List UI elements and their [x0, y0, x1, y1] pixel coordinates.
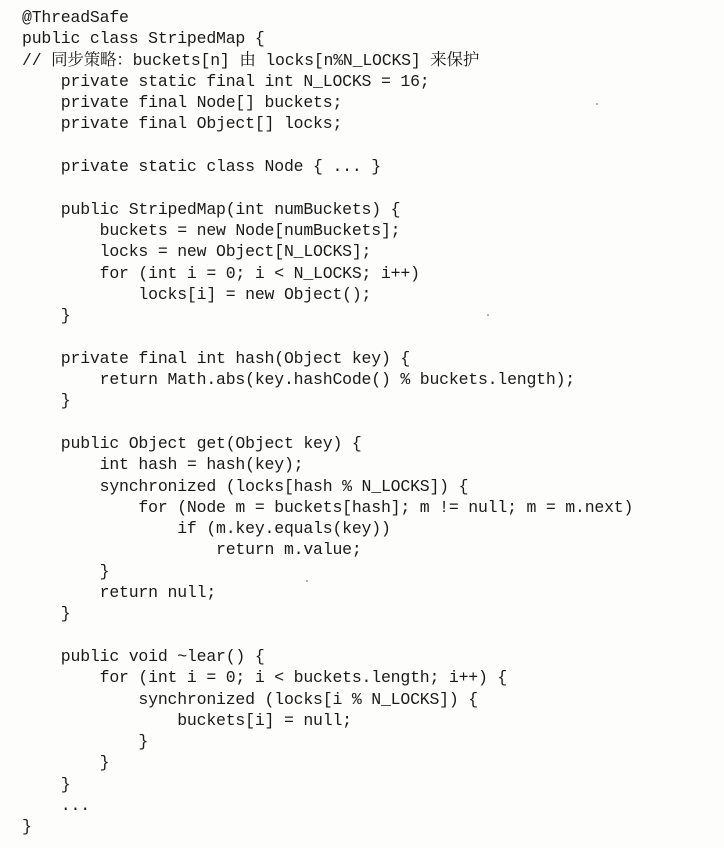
code-line: public class StripedMap { — [22, 29, 265, 49]
code-line: if (m.key.equals(key)) — [22, 519, 391, 539]
code-line: } — [22, 604, 71, 624]
code-line: private static class Node { ... } — [22, 157, 381, 177]
code-line: } — [22, 732, 149, 752]
code-line: private static final int N_LOCKS = 16; — [22, 71, 430, 91]
code-line: for (int i = 0; i < buckets.length; i++) { — [22, 668, 508, 688]
code-line: public Object get(Object key) { — [22, 433, 362, 453]
code-line: } — [22, 561, 110, 581]
code-line: private final Object[] locks; — [22, 114, 343, 134]
code-line: private final Node[] buckets; — [22, 93, 343, 113]
code-line: public StripedMap(int numBuckets) { — [22, 199, 401, 219]
code-line: } — [22, 753, 110, 773]
scan-speck — [487, 314, 489, 316]
code-line: public void ~lear() { — [22, 646, 265, 666]
code-line: synchronized (locks[hash % N_LOCKS]) { — [22, 476, 469, 496]
code-line: private final int hash(Object key) { — [22, 348, 411, 368]
code-line: buckets[i] = null; — [22, 710, 352, 730]
code-line — [22, 625, 633, 646]
code-line: } — [22, 817, 32, 837]
code-line: return null; — [22, 583, 217, 603]
code-line — [22, 326, 633, 347]
code-listing — [22, 7, 633, 838]
code-line: int hash = hash(key); — [22, 455, 304, 475]
code-line: return m.value; — [22, 540, 362, 560]
code-line: @ThreadSafe — [22, 8, 129, 27]
code-line: for (int i = 0; i < N_LOCKS; i++) — [22, 263, 420, 283]
scan-speck — [306, 580, 308, 582]
code-line: for (Node m = buckets[hash]; m != null; m = m.next) — [22, 497, 634, 517]
code-line: return Math.abs(key.hashCode() % buckets.length); — [22, 370, 575, 390]
code-line: locks[i] = new Object(); — [22, 284, 372, 304]
code-line: locks = new Object[N_LOCKS]; — [22, 242, 372, 262]
code-line: synchronized (locks[i % N_LOCKS]) { — [22, 689, 478, 709]
code-line: // 同步策略：buckets[n] 由 locks[n%N_LOCKS] 来保护 — [22, 50, 480, 70]
code-line — [22, 135, 633, 156]
code-line — [22, 412, 633, 433]
code-line — [22, 177, 633, 198]
scan-speck — [596, 103, 598, 105]
code-line: } — [22, 306, 71, 326]
code-line: buckets = new Node[numBuckets]; — [22, 220, 401, 240]
code-line: } — [22, 774, 71, 794]
code-line: } — [22, 391, 71, 411]
code-line: ... — [22, 795, 90, 815]
